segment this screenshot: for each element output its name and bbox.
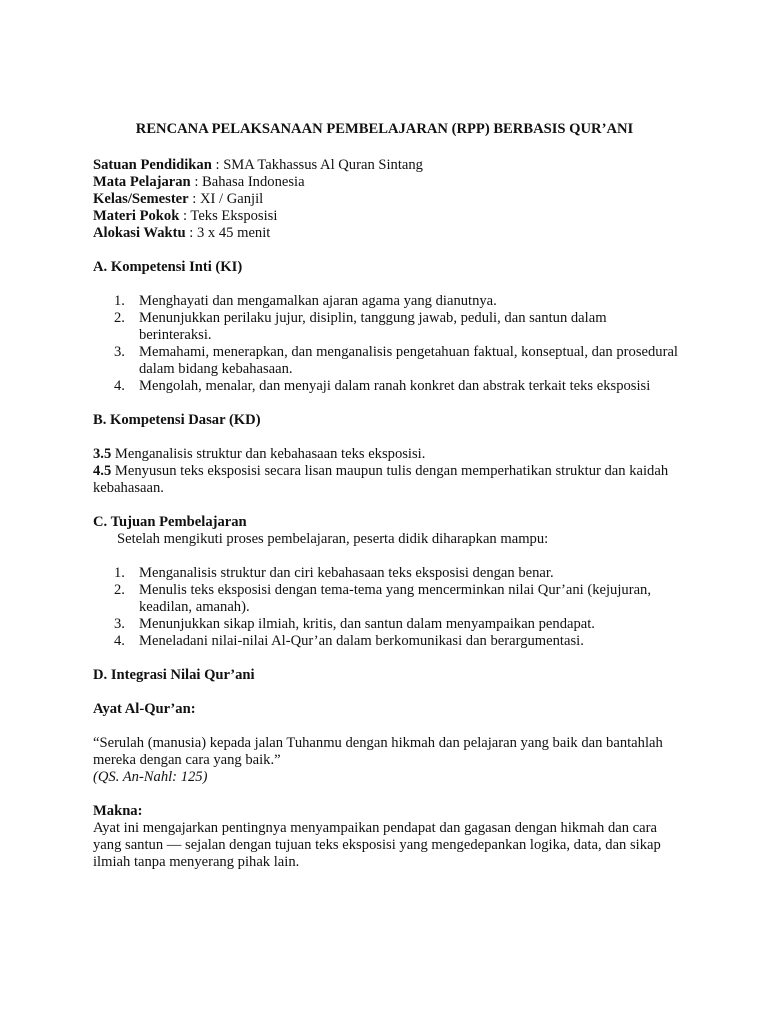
section-a-heading: A. Kompetensi Inti (KI) [93,259,243,275]
meta-materi-pokok: Materi Pokok : Teks Eksposisi [93,208,278,224]
document-title: RENCANA PELAKSANAAN PEMBELAJARAN (RPP) BERBASIS QUR’ANI [135,121,634,137]
list-item: 4. Meneladani nilai-nilai Al-Qur’an dalam berkomunikasi dan berargumentasi. [114,633,584,649]
ayat-citation: (QS. An-Nahl: 125) [93,769,208,785]
list-item: 3. Menunjukkan sikap ilmiah, kritis, dan santun dalam menyampaikan pendapat. [114,616,595,632]
meta-mata-pelajaran: Mata Pelajaran : Bahasa Indonesia [93,174,305,190]
section-c-heading: C. Tujuan Pembelajaran [93,514,247,530]
makna-heading: Makna: [93,803,143,819]
ayat-quote: “Serulah (manusia) kepada jalan Tuhanmu dengan hikmah dan pelajaran yang baik dan bantahlah mereka dengan cara yang baik.” [93,735,663,768]
section-d-heading: D. Integrasi Nilai Qur’ani [93,667,255,683]
meta-block [93,157,678,242]
list-item: 2. Menulis teks eksposisi dengan tema-tema yang mencerminkan nilai Qur’ani (kejujuran, keadilan, amanah). [114,582,651,615]
meta-satuan-pendidikan: Satuan Pendidikan : SMA Takhassus Al Quran Sintang [93,157,423,173]
section-b-heading: B. Kompetensi Dasar (KD) [93,412,261,428]
list-item: 1. Menghayati dan mengamalkan ajaran agama yang dianutnya. [114,293,497,309]
document-page [93,121,678,871]
section-c-intro: Setelah mengikuti proses pembelajaran, peserta didik diharapkan mampu: [117,531,549,547]
meta-alokasi-waktu: Alokasi Waktu : 3 x 45 menit [93,225,271,241]
list-item: 2. Menunjukkan perilaku jujur, disiplin, tanggung jawab, peduli, dan santun dalam berinteraksi. [114,310,607,343]
section-a-list [93,293,678,395]
section-c-list [93,565,678,650]
meta-kelas-semester: Kelas/Semester : XI / Ganjil [93,191,264,207]
list-item: 1. Menganalisis struktur dan ciri kebahasaan teks eksposisi dengan benar. [114,565,554,581]
kd-item-4-5: 4.5 Menyusun teks eksposisi secara lisan maupun tulis dengan memperhatikan struktur dan kaidah kebahasaan. [93,463,669,496]
list-item: 4. Mengolah, menalar, dan menyaji dalam ranah konkret dan abstrak terkait teks eksposisi [114,378,651,394]
kd-item-3-5: 3.5 Menganalisis struktur dan kebahasaan teks eksposisi. [93,446,426,462]
list-item: 3. Memahami, menerapkan, dan menganalisis pengetahuan faktual, konseptual, dan prosedural dalam bidang kebahasaan. [114,344,678,377]
ayat-heading: Ayat Al-Qur’an: [93,701,196,717]
makna-text: Ayat ini mengajarkan pentingnya menyampaikan pendapat dan gagasan dengan hikmah dan cara yang santun — sejalan dengan tujuan teks eksposisi yang mengedepankan logika, data, dan sikap ilmiah tanpa menyerang pihak lain. [93,820,661,870]
